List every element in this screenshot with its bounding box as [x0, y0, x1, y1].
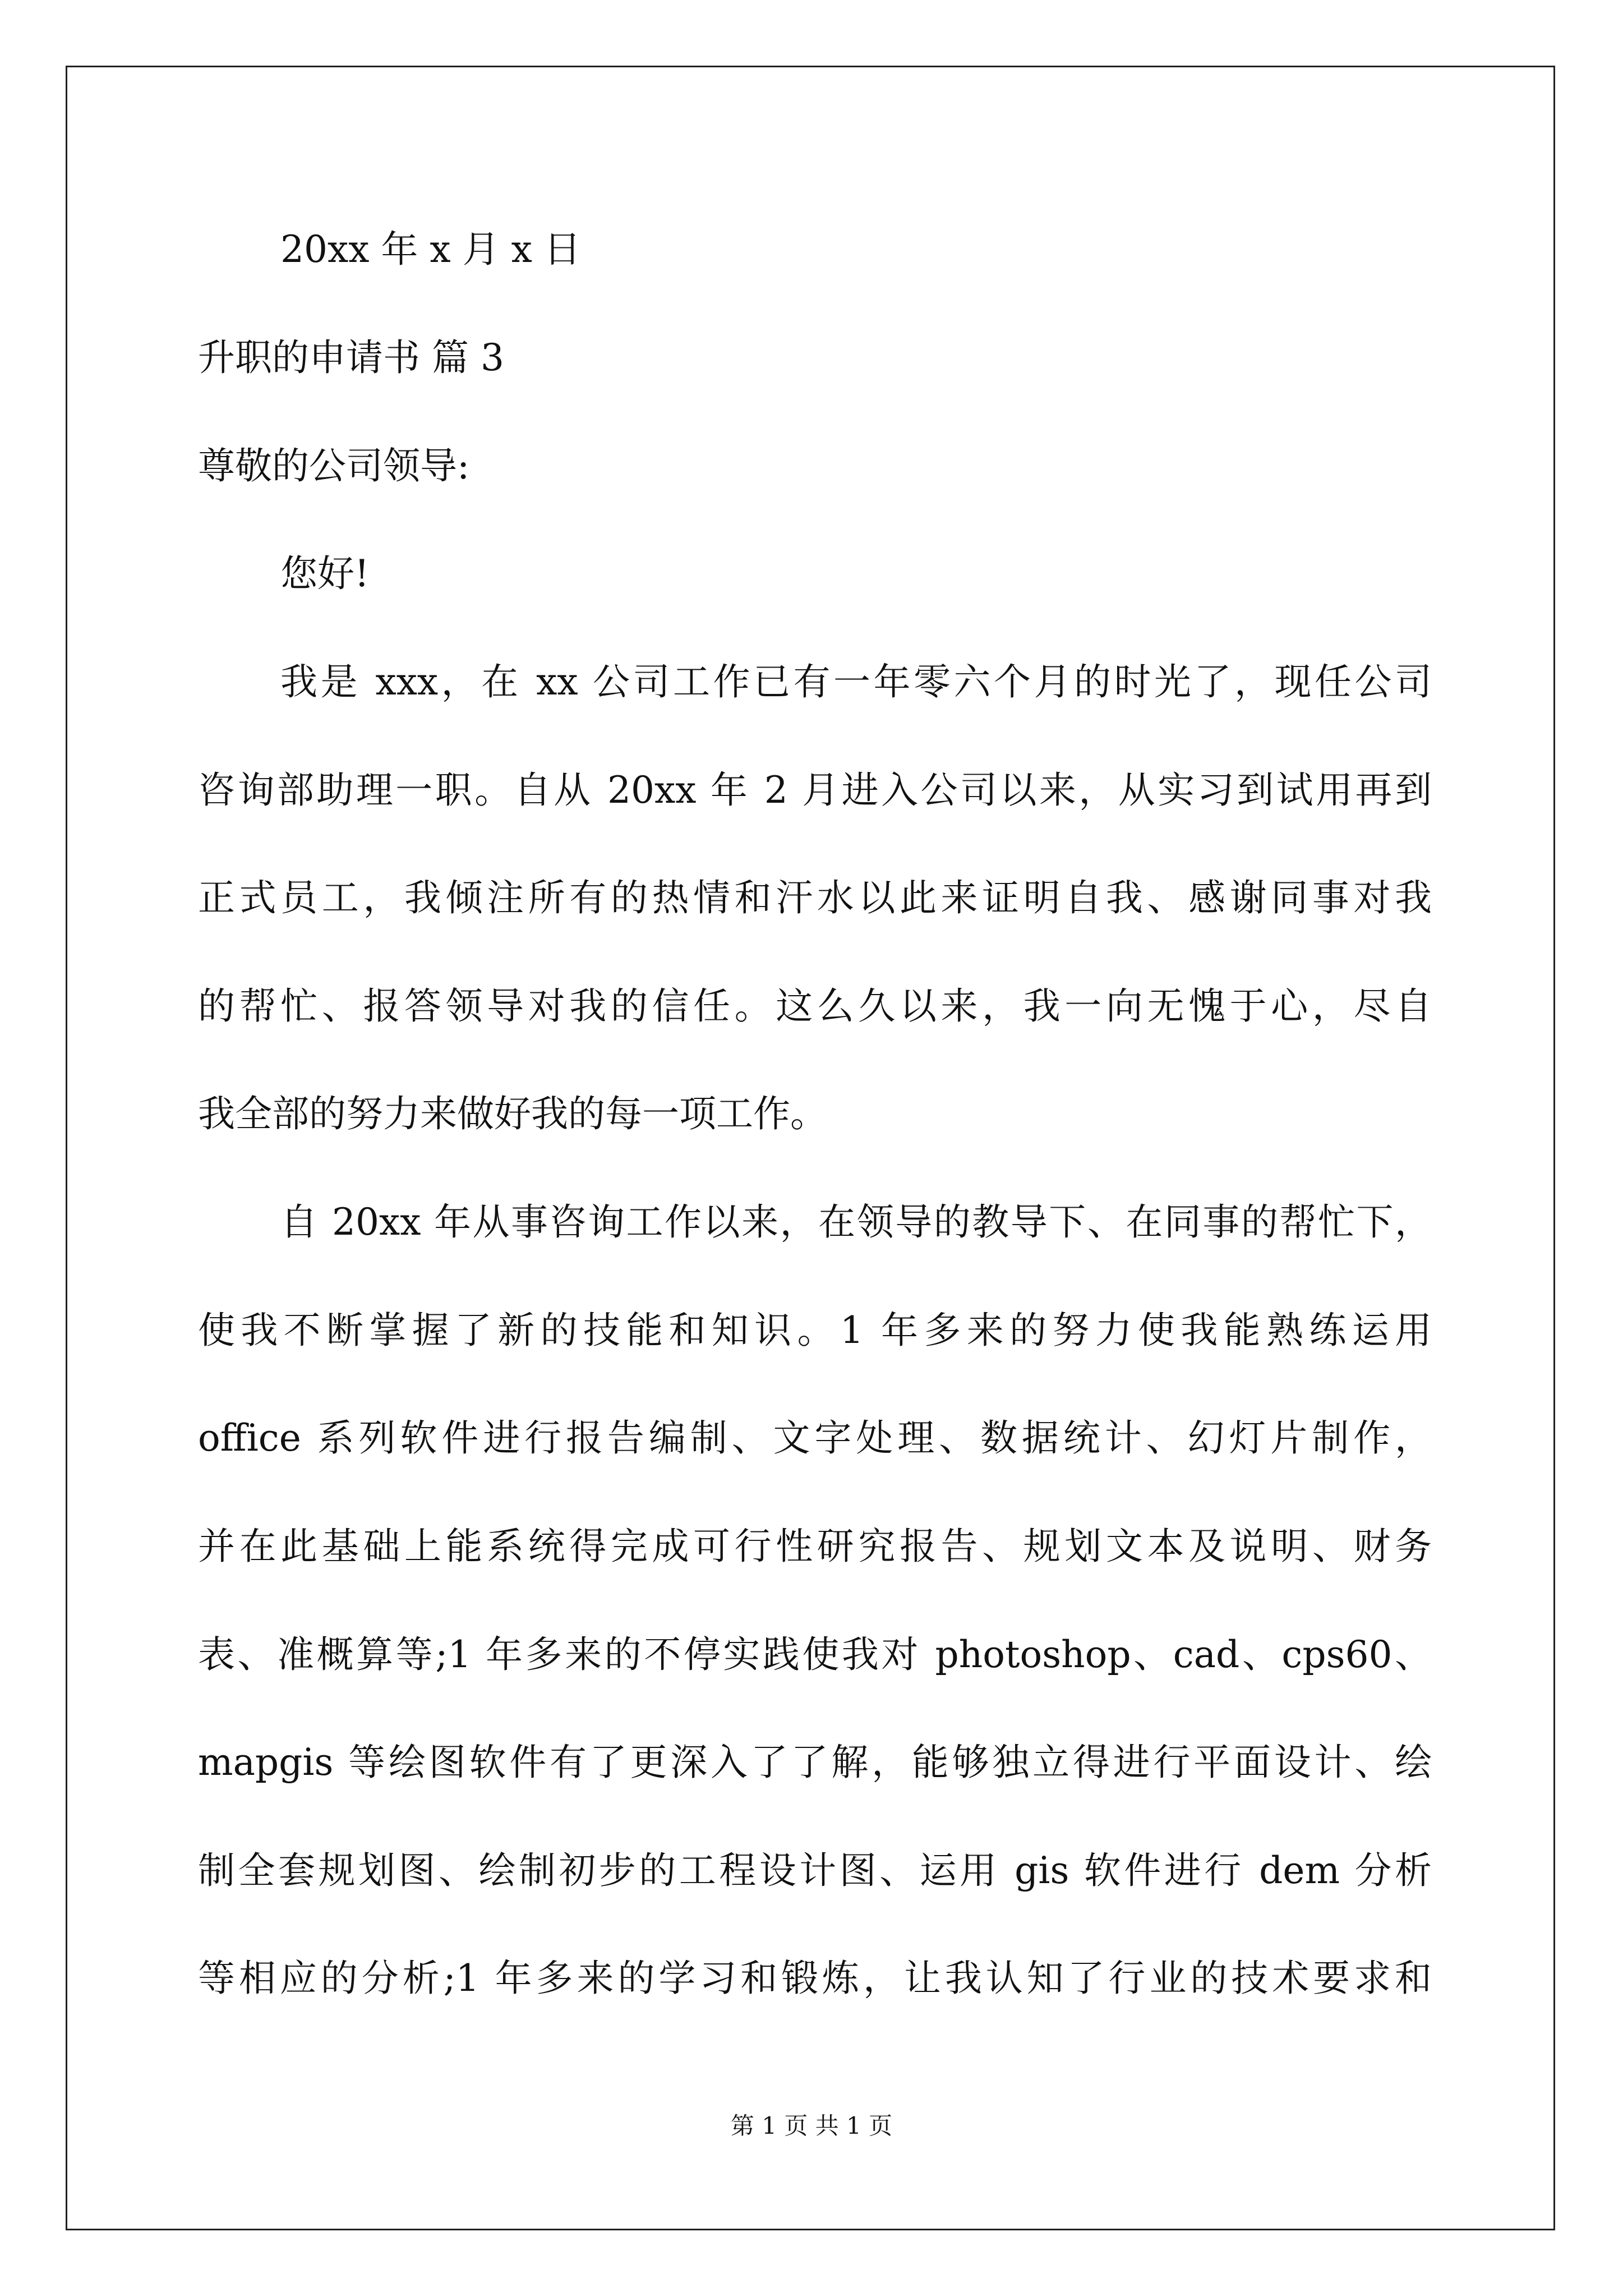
paragraph-1-line-4: 的帮忙、报答领导对我的信任。这么久以来，我一向无愧于心，尽自	[198, 984, 1432, 1028]
paragraph-2-line-6: mapgis 等绘图软件有了更深入了了解，能够独立得进行平面设计、绘	[198, 1741, 1432, 1784]
paragraph-1-line-1: 我是 xxx，在 xx 公司工作已有一年零六个月的时光了，现任公司	[280, 660, 1432, 703]
paragraph-1-line-2: 咨询部助理一职。自从 20xx 年 2 月进入公司以来，从实习到试用再到	[198, 769, 1432, 812]
greeting: 您好!	[280, 552, 370, 595]
paragraph-1-line-3: 正式员工，我倾注所有的热情和汗水以此来证明自我、感谢同事对我	[198, 876, 1432, 919]
date-line: 20xx 年 x 月 x 日	[280, 228, 581, 271]
paragraph-2-line-8: 等相应的分析;1 年多来的学习和锻炼，让我认知了行业的技术要求和	[198, 1957, 1432, 2000]
paragraph-2-line-7: 制全套规划图、绘制初步的工程设计图、运用 gis 软件进行 dem 分析	[198, 1849, 1432, 1892]
paragraph-1-line-5: 我全部的努力来做好我的每一项工作。	[198, 1092, 827, 1135]
paragraph-2-line-2: 使我不断掌握了新的技能和知识。1 年多来的努力使我能熟练运用	[198, 1309, 1432, 1352]
page-footer: 第 1 页 共 1 页	[730, 2112, 893, 2139]
paragraph-2-line-4: 并在此基础上能系统得完成可行性研究报告、规划文本及说明、财务	[198, 1525, 1432, 1568]
salutation: 尊敬的公司领导:	[198, 444, 470, 487]
paragraph-2-line-1: 自 20xx 年从事咨询工作以来，在领导的教导下、在同事的帮忙下，	[280, 1200, 1432, 1244]
section-title: 升职的申请书 篇 3	[198, 336, 504, 379]
paragraph-2-line-5: 表、准概算等;1 年多来的不停实践使我对 photoshop、cad、cps60、	[198, 1633, 1432, 1676]
paragraph-2-line-3: office 系列软件进行报告编制、文字处理、数据统计、幻灯片制作，	[198, 1416, 1432, 1460]
page-border	[66, 66, 1555, 2230]
